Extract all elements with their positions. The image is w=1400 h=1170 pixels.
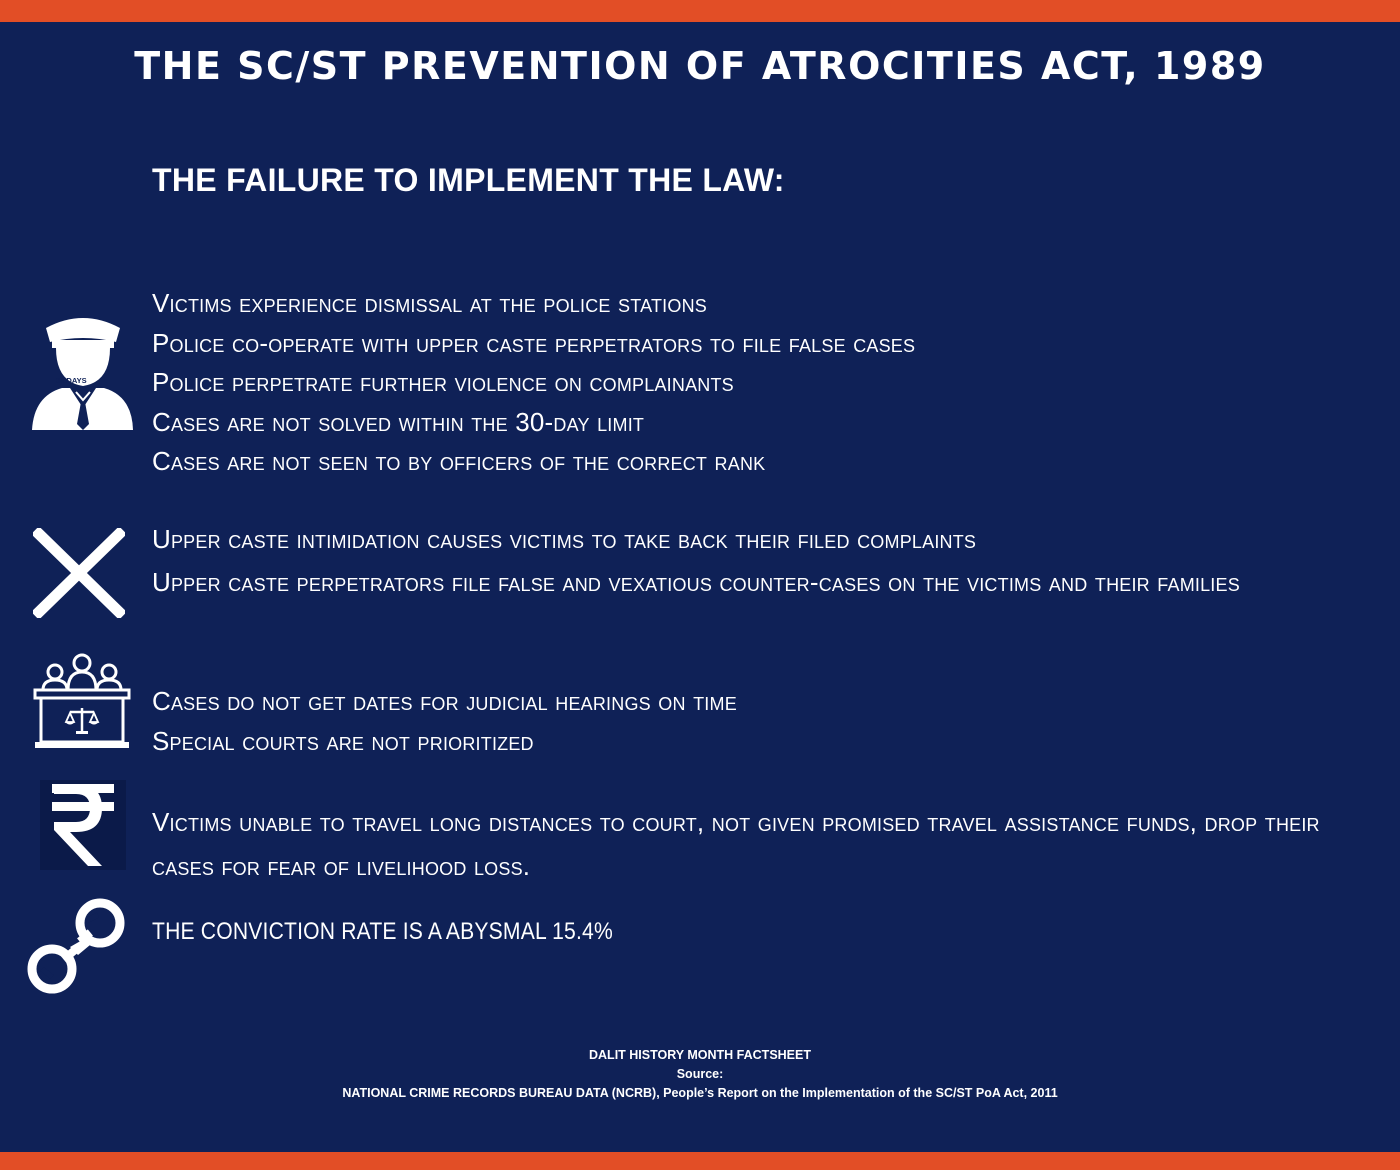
list-item: Upper caste intimidation causes victims to take back their filed complaints (152, 524, 977, 554)
source-citation: NATIONAL CRIME RECORDS BUREAU DATA (NCRB), People’s Report on the Implementation of the SC/ST PoA Act, 2011 (342, 1086, 1058, 1100)
list-item: Cases are not solved within the 30-day limit (152, 406, 645, 437)
list-item: Cases are not seen to by officers of the correct rank (152, 446, 766, 476)
footer (0, 1046, 1400, 1103)
police-officer-icon (32, 312, 134, 434)
list-item: Special courts are not prioritized (152, 725, 534, 756)
source-label: Source: (676, 1067, 724, 1081)
court-bench-icon (33, 652, 131, 752)
list-item: Police perpetrate further violence on complainants (152, 367, 734, 397)
list-item: Victims experience dismissal at the police stations (152, 288, 707, 318)
list-item: Victims unable to travel long distances to court, not given promised travel assistance funds, drop their cases for fear of livelihood loss. (152, 807, 1320, 881)
court-issues-list (152, 682, 737, 761)
list-item: Cases do not get dates for judicial hearings on time (152, 686, 737, 716)
intimidation-issues-list (152, 520, 1352, 604)
travel-issues-list (152, 800, 1352, 888)
section-subtitle: THE FAILURE TO IMPLEMENT THE LAW: (152, 162, 785, 198)
conviction-rate-text: THE CONVICTION RATE IS A ABYSMAL 15.4% (152, 918, 613, 945)
factsheet-label: DALIT HISTORY MONTH FACTSHEET (589, 1048, 811, 1062)
list-item: Police co-operate with upper caste perpetrators to file false cases (152, 327, 916, 358)
bottom-accent-bar (0, 1152, 1400, 1170)
top-accent-bar (0, 0, 1400, 22)
rupee-icon (40, 780, 126, 870)
police-icon-label: 30 DAYS (56, 376, 87, 385)
page-title: THE SC/ST PREVENTION OF ATROCITIES ACT, 1989 (134, 44, 1266, 88)
conviction-rate-statement (152, 912, 676, 952)
list-item: Upper caste perpetrators file false and vexatious counter-cases on the victims and their families (152, 566, 1240, 597)
handcuffs-icon (26, 895, 128, 997)
police-issues-list (152, 284, 915, 482)
cross-mark-icon (33, 528, 125, 618)
